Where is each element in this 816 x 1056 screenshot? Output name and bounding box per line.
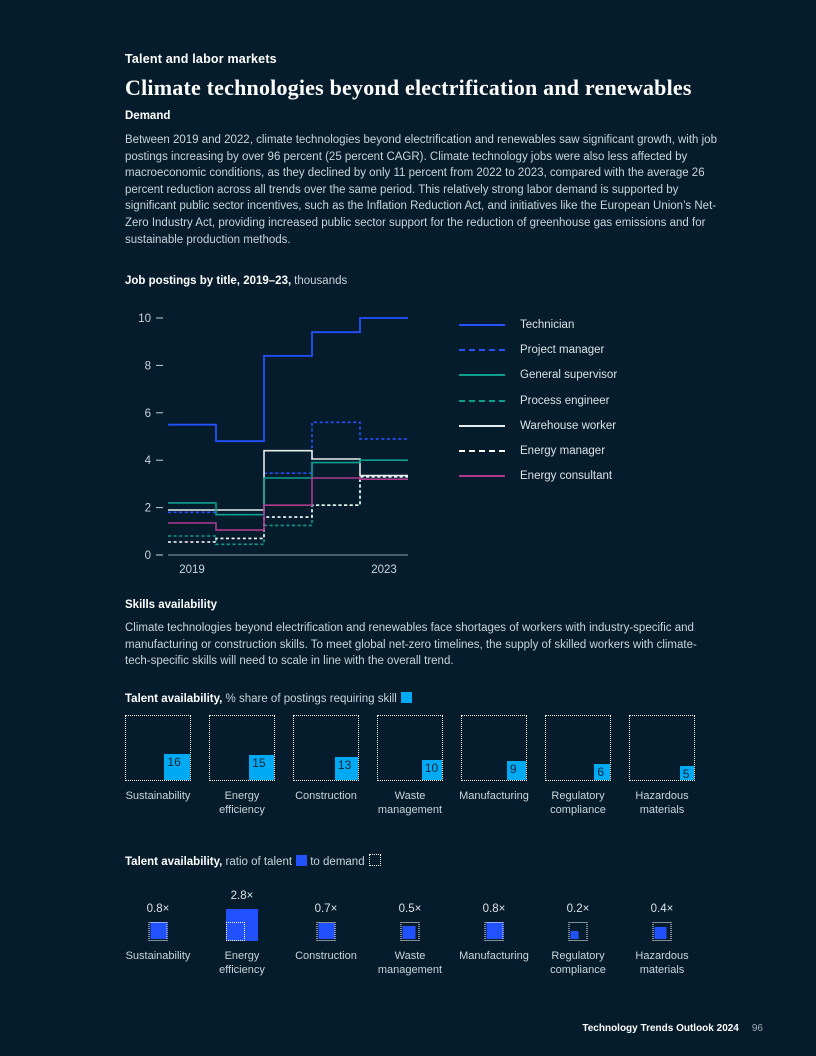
legend-label: Process engineer (520, 394, 610, 407)
ratio-value-label: 0.7× (314, 903, 338, 915)
share-column (536, 715, 620, 817)
ratio-square-group (149, 922, 168, 941)
category-label: Regulatory compliance (550, 950, 606, 976)
category-label: Energy efficiency (219, 790, 265, 816)
demand-outline-square (149, 922, 168, 941)
ratio-figure (368, 875, 452, 941)
series-line-general-supervisor (168, 460, 408, 515)
ratio-value-label: 0.4× (650, 903, 674, 915)
skills-paragraph: Climate technologies beyond electrification and renewables face shortages of workers with industry-specific and manufacturing or construction skills. To meet global net-zero timelines, the supply of skilled workers with climate-tech-specific skills will need to scale in line with the overall trend. (125, 622, 697, 668)
legend-line-sample (459, 425, 505, 427)
demand-outline-square (653, 922, 672, 941)
legend-line-sample (459, 450, 505, 452)
legend-item (459, 388, 617, 413)
series-line-energy-consultant (168, 478, 408, 530)
category-label: Sustainability (125, 950, 191, 962)
footer-report-title: Technology Trends Outlook 2024 (582, 1023, 739, 1034)
legend-item (459, 438, 617, 463)
talent-legend-swatch (296, 855, 307, 866)
page-footer (582, 1023, 763, 1034)
share-fill-square (680, 766, 694, 780)
demand-heading: Demand (125, 110, 171, 122)
category-label: Hazardous materials (635, 790, 689, 816)
legend-label: Project manager (520, 343, 605, 356)
chart-title-bold: Job postings by title, 2019–23, (125, 275, 292, 287)
share-column (620, 715, 704, 817)
ratio-value-label: 0.2× (566, 903, 590, 915)
share-fill-square (507, 761, 526, 780)
demand-outline-square (377, 715, 443, 781)
share-fill-square (249, 755, 274, 780)
share-value: 9 (509, 761, 517, 776)
chart-title-unit: thousands (294, 275, 348, 287)
legend-line-sample (459, 374, 505, 376)
legend-line-sample (459, 475, 505, 477)
share-value: 10 (424, 760, 439, 775)
talent-ratio-heading-end: to demand (307, 856, 365, 868)
section-eyebrow: Talent and labor markets (125, 52, 277, 66)
category-label: Waste management (377, 790, 443, 816)
category-label: Sustainability (125, 790, 191, 802)
talent-share-heading (125, 692, 412, 705)
demand-outline-square (401, 922, 420, 941)
talent-ratio-heading (125, 854, 381, 868)
legend-label: Energy manager (520, 445, 606, 458)
demand-outline-square (569, 922, 588, 941)
legend-item (459, 413, 617, 438)
legend-line-sample (459, 349, 505, 351)
talent-share-heading-rest: % share of postings requiring skill (222, 693, 397, 705)
x-tick-label: 2019 (179, 564, 205, 576)
category-label: Regulatory compliance (550, 790, 606, 816)
ratio-square-group (317, 922, 336, 941)
category-label: Manufacturing (459, 790, 529, 802)
demand-paragraph: Between 2019 and 2022, climate technologies beyond electrification and renewables saw significant growth, with job postings increasing by over 96 percent (25 percent CAGR). Climate technology jobs were also less affected by macroeconomic conditions, as they declined by only 11 percent from 2022 to 2023, compared with the average 26 percent reduction across all trends over the same period. This relatively strong labor demand is supported by significant public sector incentives, such as the Inflation Reduction Act, and initiatives like the European Union’s Net-Zero Industry Act, providing increased public sector support for the reduction of greenhouse gas emissions and for sustainable production methods. (125, 134, 717, 246)
y-tick-label: 2 (144, 502, 151, 515)
skills-heading: Skills availability (125, 599, 218, 611)
ratio-square-group (653, 922, 672, 941)
share-fill-square (422, 760, 442, 780)
talent-share-chart (116, 715, 704, 817)
series-line-project-manager (168, 422, 408, 514)
ratio-figure (452, 875, 536, 941)
ratio-column (116, 875, 200, 977)
footer-page-number: 96 (751, 1023, 763, 1034)
ratio-column (368, 875, 452, 977)
y-tick-label: 4 (144, 455, 151, 468)
demand-outline-square (545, 715, 611, 781)
share-value: 5 (682, 766, 690, 781)
ratio-figure (620, 875, 704, 941)
category-label: Manufacturing (459, 950, 529, 962)
job-postings-chart (125, 307, 425, 585)
ratio-figure (536, 875, 620, 941)
demand-outline-square (317, 922, 336, 941)
series-line-technician (168, 318, 408, 441)
ratio-value-label: 0.8× (482, 903, 506, 915)
ratio-column (620, 875, 704, 977)
legend-item (459, 337, 617, 362)
ratio-square-group (485, 922, 504, 941)
share-column (368, 715, 452, 817)
demand-legend-swatch (369, 854, 381, 866)
legend-label: Technician (520, 318, 575, 331)
legend-item (459, 312, 617, 337)
demand-outline-square (209, 715, 275, 781)
legend-label: Energy consultant (520, 470, 613, 483)
legend-item (459, 464, 617, 489)
demand-outline-square (125, 715, 191, 781)
category-label: Waste management (377, 950, 443, 976)
share-value: 6 (597, 765, 604, 780)
ratio-value-label: 2.8× (230, 890, 254, 902)
ratio-column (284, 875, 368, 977)
legend-label: Warehouse worker (520, 419, 617, 432)
share-fill-square (164, 754, 190, 780)
ratio-figure (284, 875, 368, 941)
chart-title (125, 275, 347, 287)
ratio-value-label: 0.8× (146, 903, 170, 915)
talent-share-heading-bold: Talent availability, (125, 693, 223, 705)
legend-item (459, 363, 617, 388)
y-tick-label: 0 (144, 550, 151, 562)
category-label: Construction (295, 790, 357, 802)
share-column (200, 715, 284, 817)
ratio-column (200, 875, 284, 977)
ratio-square-group (401, 922, 420, 941)
ratio-square-group (569, 922, 588, 941)
category-label: Hazardous materials (635, 950, 689, 976)
legend-line-sample (459, 400, 505, 402)
demand-outline-square (485, 922, 504, 941)
y-tick-label: 10 (138, 313, 151, 325)
demand-outline-square (629, 715, 695, 781)
share-fill-square (335, 757, 358, 780)
ratio-square-group (226, 909, 258, 941)
legend-line-sample (459, 324, 505, 326)
share-value: 16 (167, 755, 181, 770)
ratio-figure (116, 875, 200, 941)
demand-outline-square (293, 715, 359, 781)
ratio-column (536, 875, 620, 977)
page-title: Climate technologies beyond electrification and renewables (125, 75, 692, 100)
x-tick-label: 2023 (371, 564, 397, 576)
share-column (284, 715, 368, 817)
legend-label: General supervisor (520, 369, 618, 382)
y-tick-label: 6 (144, 407, 151, 420)
share-column (452, 715, 536, 817)
ratio-figure (200, 875, 284, 941)
share-column (116, 715, 200, 817)
category-label: Construction (295, 950, 357, 962)
demand-outline-square (461, 715, 527, 781)
demand-outline-square (226, 922, 245, 941)
share-fill-square (594, 764, 610, 780)
talent-ratio-heading-mid: ratio of talent (222, 856, 293, 868)
ratio-column (452, 875, 536, 977)
talent-ratio-heading-bold: Talent availability, (125, 856, 223, 868)
ratio-value-label: 0.5× (398, 903, 422, 915)
category-label: Energy efficiency (219, 950, 265, 976)
share-value: 15 (252, 756, 266, 771)
skill-share-legend-swatch (401, 692, 412, 703)
share-value: 13 (337, 757, 352, 772)
chart-legend (459, 312, 617, 489)
talent-ratio-chart (116, 875, 704, 977)
y-tick-label: 8 (144, 360, 151, 373)
